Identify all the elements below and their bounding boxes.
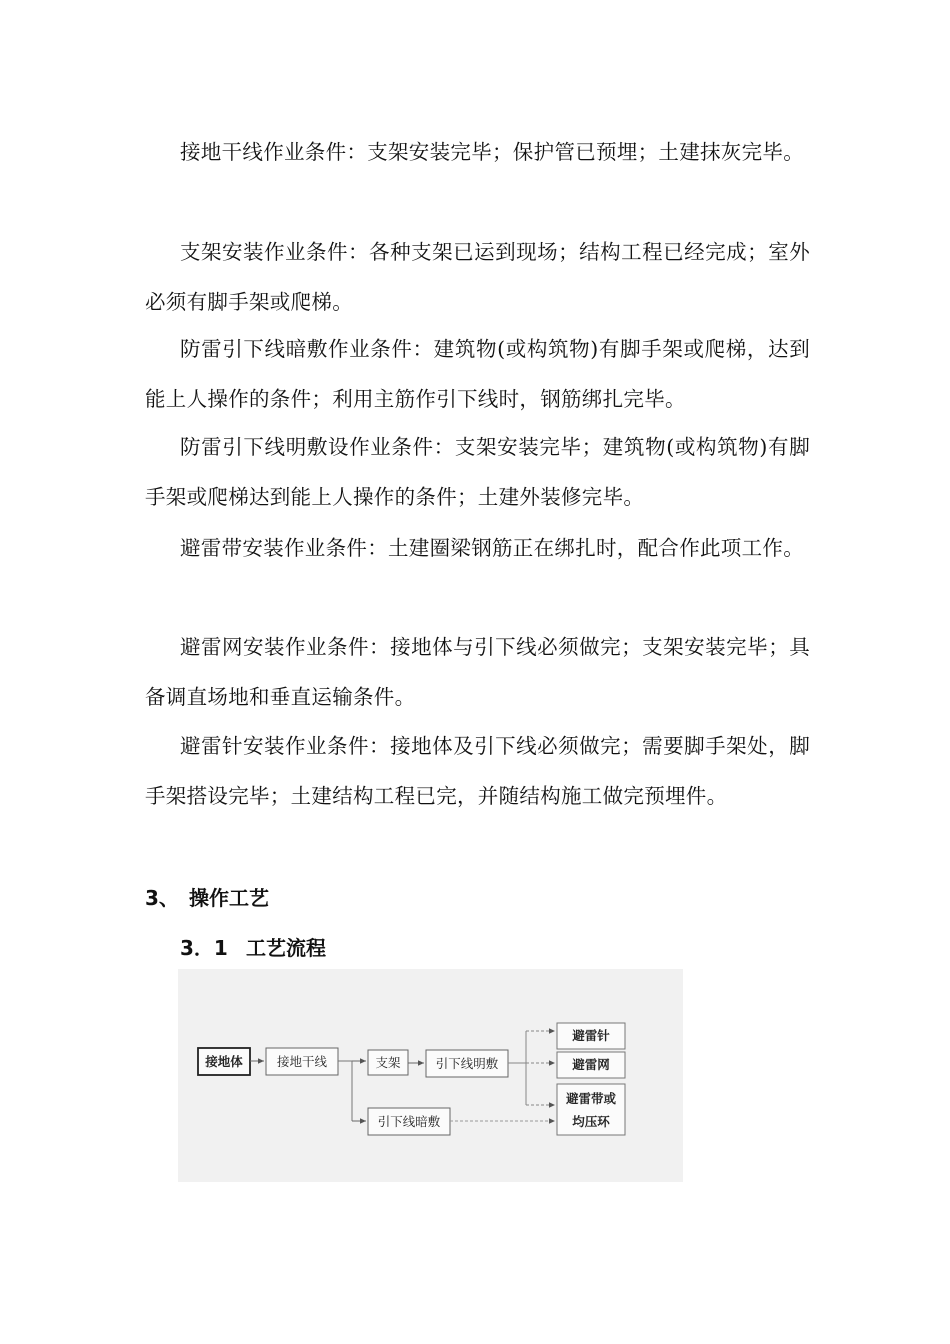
label-grounding-trunk: 接地干线 xyxy=(276,1054,328,1069)
paragraph-lightning-rod: 避雷针安装作业条件：接地体及引下线必须做完；需要脚手架处，脚手架搭设完毕；土建结构工程已完，并随结构施工做完预埋件。 xyxy=(145,734,810,808)
section-heading xyxy=(145,883,269,913)
flowchart-svg xyxy=(178,969,683,1182)
section-number: 3、 xyxy=(145,886,179,910)
section-title: 操作工艺 xyxy=(189,886,269,910)
subsection-number: 3．1 xyxy=(180,936,228,960)
label-downlead-concealed: 引下线暗敷 xyxy=(377,1114,441,1129)
label-downlead-exposed: 引下线明敷 xyxy=(435,1056,499,1071)
label-lightning-belt-line1: 避雷带或 xyxy=(565,1091,617,1106)
subsection-heading xyxy=(180,933,326,963)
label-lightning-rod: 避雷针 xyxy=(572,1028,610,1043)
process-flowchart xyxy=(178,969,683,1182)
paragraph-bracket-install: 支架安装作业条件：各种支架已运到现场；结构工程已经完成；室外必须有脚手架或爬梯。 xyxy=(145,240,810,314)
label-bracket: 支架 xyxy=(375,1055,401,1070)
label-grounding-body: 接地体 xyxy=(205,1054,243,1069)
paragraph-lightning-belt: 避雷带安装作业条件：土建圈梁钢筋正在绑扎时，配合作此项工作。 xyxy=(180,536,804,560)
subsection-title: 工艺流程 xyxy=(246,936,326,960)
paragraph-exposed-downlead: 防雷引下线明敷设作业条件：支架安装完毕；建筑物(或构筑物)有脚手架或爬梯达到能上人操作的条件；土建外装修完毕。 xyxy=(145,435,810,509)
paragraph-lightning-net: 避雷网安装作业条件：接地体与引下线必须做完；支架安装完毕；具备调直场地和垂直运输条件。 xyxy=(145,635,810,709)
paragraph-grounding-trunk: 接地干线作业条件：支架安装完毕；保护管已预埋；土建抹灰完毕。 xyxy=(180,140,804,164)
paragraph-concealed-downlead: 防雷引下线暗敷作业条件：建筑物(或构筑物)有脚手架或爬梯，达到能上人操作的条件；利用主筋作引下线时，钢筋绑扎完毕。 xyxy=(145,337,810,411)
label-lightning-net: 避雷网 xyxy=(572,1057,610,1072)
label-lightning-belt-line2: 均压环 xyxy=(572,1114,610,1129)
